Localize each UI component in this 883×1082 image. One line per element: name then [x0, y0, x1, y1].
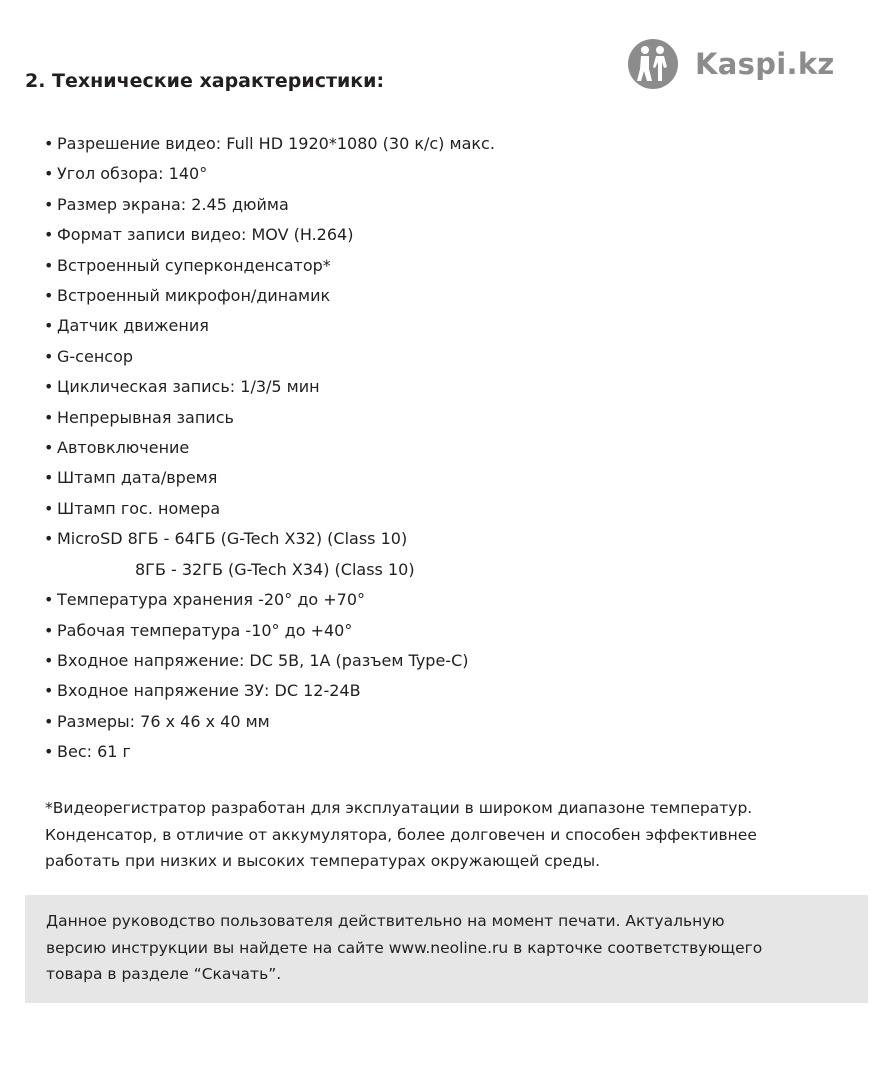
spec-item-continuous-recording — [44, 403, 495, 433]
bullet: • — [44, 377, 54, 397]
bullet: • — [44, 225, 54, 245]
spec-item-auto-power-on — [44, 433, 495, 463]
spec-text: Автовключение — [57, 438, 190, 458]
spec-text: Циклическая запись: 1/3/5 мин — [57, 377, 320, 397]
bullet: • — [44, 134, 54, 153]
kaspi-watermark — [628, 39, 835, 89]
spec-item-weight — [44, 737, 495, 767]
notice-text — [46, 908, 762, 988]
bullet: • — [44, 650, 54, 670]
spec-item-charger-voltage — [44, 676, 495, 706]
spec-item-operating-temperature — [44, 616, 495, 646]
spec-text: Датчик движения — [57, 316, 209, 336]
spec-text: Входное напряжение ЗУ: DC 12-24В — [57, 681, 361, 701]
bullet: • — [44, 620, 54, 640]
footnote-line: *Видеорегистратор разработан для эксплуатации в широком диапазоне температур. — [45, 799, 753, 817]
kaspi-logo-icon — [628, 39, 678, 89]
spec-text: Непрерывная запись — [57, 407, 234, 427]
bullet: • — [44, 711, 54, 731]
footnote — [45, 795, 865, 875]
spec-text: Встроенный суперконденсатор* — [57, 255, 331, 275]
spec-item-plate-stamp — [44, 494, 495, 524]
bullet: • — [44, 164, 54, 184]
spec-text: Штамп гос. номера — [57, 498, 221, 518]
spec-item-viewing-angle — [44, 159, 495, 189]
notice-line: товара в разделе “Скачать”. — [46, 965, 282, 983]
spec-text: Вес: 61 г — [57, 742, 131, 762]
footnote-line: Конденсатор, в отличие от аккумулятора, более долговечен и способен эффективнее — [45, 825, 757, 844]
bullet: • — [44, 590, 54, 610]
spec-item-dimensions — [44, 707, 495, 737]
bullet: • — [44, 681, 54, 701]
spec-item-motion-sensor — [44, 311, 495, 341]
spec-text: Рабочая температура -10° до +40° — [57, 620, 353, 640]
spec-text: Размеры: 76 х 46 х 40 мм — [57, 711, 270, 731]
spec-item-screen-size — [44, 190, 495, 220]
bullet: • — [44, 346, 54, 366]
bullet: • — [44, 498, 54, 518]
spec-item-storage-temperature — [44, 585, 495, 615]
spec-text: Разрешение видео: Full HD 1920*1080 (30 к/с) макс. — [57, 134, 495, 153]
bullet: • — [44, 286, 54, 306]
spec-item-loop-recording — [44, 372, 495, 402]
spec-item-supercapacitor — [44, 251, 495, 281]
spec-item-input-voltage — [44, 646, 495, 676]
spec-text: Входное напряжение: DC 5В, 1А (разъем Type-C) — [57, 650, 469, 670]
footnote-line: работать при низких и высоких температурах окружающей среды. — [45, 852, 601, 870]
kaspi-logo-text: Kaspi.kz — [695, 47, 835, 81]
spec-list — [44, 129, 495, 768]
bullet: • — [44, 194, 54, 214]
bullet: • — [44, 316, 54, 336]
spec-text: Температура хранения -20° до +70° — [57, 590, 366, 610]
spec-item-date-time-stamp — [44, 463, 495, 493]
spec-item-video-resolution — [44, 129, 495, 159]
spec-item-recording-format — [44, 220, 495, 250]
notice-line: Данное руководство пользователя действительно на момент печати. Актуальную — [46, 912, 725, 930]
bullet: • — [44, 407, 54, 427]
spec-text: G-сенсор — [57, 346, 134, 366]
spec-item-g-sensor — [44, 342, 495, 372]
bullet: • — [44, 438, 54, 458]
notice-box — [25, 895, 868, 1003]
bullet: • — [44, 742, 54, 762]
bullet: • — [44, 468, 54, 488]
spec-text: Угол обзора: 140° — [57, 164, 208, 184]
spec-item-microphone-speaker — [44, 281, 495, 311]
bullet: • — [44, 529, 54, 549]
spec-text: Формат записи видео: MOV (H.264) — [57, 225, 354, 245]
spec-text: Встроенный микрофон/динамик — [57, 286, 331, 306]
section-heading: 2. Технические характеристики: — [25, 70, 385, 92]
spec-text: Размер экрана: 2.45 дюйма — [57, 194, 289, 214]
spec-text: Штамп дата/время — [57, 468, 218, 488]
notice-line: версию инструкции вы найдете на сайте www.neoline.ru в карточке соответствующего — [46, 938, 763, 957]
spec-text: MicroSD 8ГБ - 64ГБ (G-Tech X32) (Class 10) — [57, 529, 408, 549]
spec-item-microsd — [44, 524, 495, 554]
spec-item-microsd-x34: 8ГБ - 32ГБ (G-Tech X34) (Class 10) — [135, 559, 415, 579]
bullet: • — [44, 255, 54, 275]
